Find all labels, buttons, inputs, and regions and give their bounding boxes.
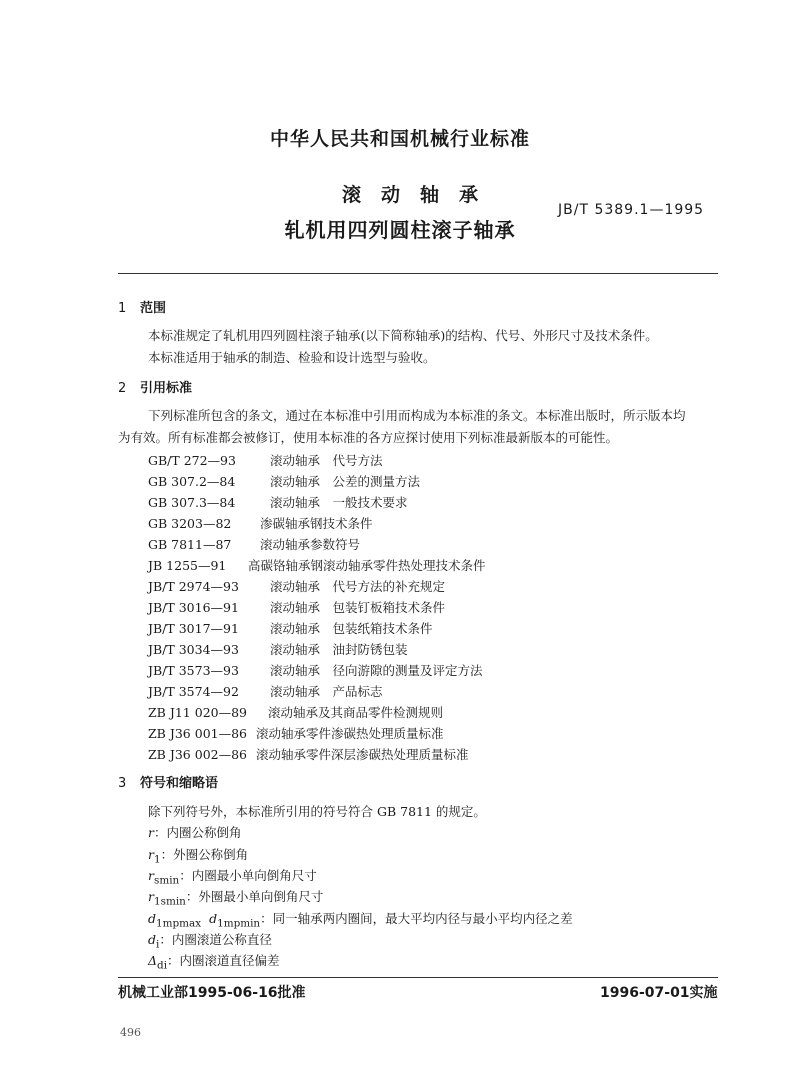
section-title: 符号和缩略语 xyxy=(140,776,219,791)
symbol-subscript: 1mpmax xyxy=(156,917,202,930)
section-title: 引用标准 xyxy=(140,381,193,396)
symbol: d xyxy=(209,911,218,926)
symbol-description: ：内圈最小单向倒角尺寸 xyxy=(179,868,317,883)
reference-code: GB 3203—82 xyxy=(148,516,232,531)
reference-title: 滚动轴承 产品标志 xyxy=(270,684,383,699)
symbol-description: ：外圈公称倒角 xyxy=(160,847,249,862)
symbol-item xyxy=(148,823,242,844)
reference-code: JB/T 3573—93 xyxy=(148,663,239,678)
footer-divider xyxy=(118,977,718,978)
reference-code: ZB J11 020—89 xyxy=(148,705,247,720)
reference-title: 高碳铬轴承钢滚动轴承零件热处理技术条件 xyxy=(248,558,486,573)
title-line1: 滚动轴承 xyxy=(341,184,498,206)
reference-title: 滚动轴承 油封防锈包装 xyxy=(270,642,408,657)
reference-item xyxy=(148,535,360,553)
reference-item xyxy=(148,745,469,763)
symbol: Δ xyxy=(148,953,158,968)
reference-code: GB 307.3—84 xyxy=(148,495,236,510)
symbol-item xyxy=(148,866,317,887)
reference-code: GB 7811—87 xyxy=(148,537,232,552)
section-3-heading xyxy=(118,772,218,791)
reference-item xyxy=(148,493,408,511)
section-2-heading xyxy=(118,377,192,396)
reference-code: GB/T 272—93 xyxy=(148,453,236,468)
symbol-subscript: 1mpmin xyxy=(217,917,261,930)
symbol-description: ：内圈滚道直径偏差 xyxy=(167,953,280,968)
symbol: r xyxy=(148,847,154,862)
reference-title: 滚动轴承 径向游隙的测量及评定方法 xyxy=(270,663,483,678)
symbol: d xyxy=(148,911,157,926)
org-title: 中华人民共和国机械行业标准 xyxy=(269,128,530,150)
symbol: r xyxy=(148,889,154,904)
symbol: r xyxy=(148,825,154,840)
reference-title: 滚动轴承 代号方法 xyxy=(270,453,383,468)
reference-item xyxy=(148,514,373,532)
header-divider xyxy=(118,273,718,274)
paragraph: 为有效。所有标准都会被修订，使用本标准的各方应探讨使用下列标准最新版本的可能性。 xyxy=(118,430,619,445)
standard-code: JB/T 5389.1—1995 xyxy=(558,202,705,218)
reference-title: 渗碳轴承钢技术条件 xyxy=(260,516,373,531)
reference-code: GB 307.2—84 xyxy=(148,474,236,489)
symbol-subscript: 1 xyxy=(153,853,161,866)
section-number: 2 xyxy=(118,381,127,396)
section-title: 范围 xyxy=(140,301,167,316)
reference-code: JB/T 3017—91 xyxy=(148,621,239,636)
reference-title: 滚动轴承 包装钉板箱技术条件 xyxy=(270,600,446,615)
reference-code: JB 1255—91 xyxy=(148,558,227,573)
reference-code: ZB J36 001—86 xyxy=(148,726,247,741)
reference-item xyxy=(148,472,420,490)
reference-code: JB/T 3034—93 xyxy=(148,642,239,657)
reference-item xyxy=(148,451,383,469)
symbol-item xyxy=(148,845,248,866)
reference-item xyxy=(148,640,408,658)
symbol-subscript: i xyxy=(156,938,160,951)
reference-title: 滚动轴承及其商品零件检测规则 xyxy=(268,705,444,720)
symbol-description: ：同一轴承两内圈间，最大平均内径与最小平均内径之差 xyxy=(260,911,573,926)
symbol-subscript: 1smin xyxy=(153,895,186,908)
reference-item xyxy=(148,619,433,637)
reference-item xyxy=(148,577,445,595)
reference-item xyxy=(148,703,443,721)
symbol-item xyxy=(148,887,323,908)
symbol: r xyxy=(148,868,154,883)
reference-item xyxy=(148,724,444,742)
reference-code: JB/T 3574—92 xyxy=(148,684,239,699)
reference-code: JB/T 3016—91 xyxy=(148,600,239,615)
paragraph: 除下列符号外，本标准所引用的符号符合 GB 7811 的规定。 xyxy=(148,804,486,819)
reference-title: 滚动轴承零件深层渗碳热处理质量标准 xyxy=(256,747,469,762)
reference-item xyxy=(148,598,445,616)
paragraph: 本标准规定了轧机用四列圆柱滚子轴承(以下简称轴承)的结构、代号、外形尺寸及技术条件。 xyxy=(148,328,658,343)
paragraph: 下列标准所包含的条文，通过在本标准中引用而构成为本标准的条文。本标准出版时，所示版本均 xyxy=(148,408,686,423)
symbol-subscript: di xyxy=(157,959,168,972)
title-line2: 轧机用四列圆柱滚子轴承 xyxy=(284,218,516,242)
symbol-subscript: smin xyxy=(153,874,180,887)
reference-item xyxy=(148,661,483,679)
reference-item xyxy=(148,682,383,700)
symbol-item xyxy=(148,930,272,951)
reference-title: 滚动轴承 代号方法的补充规定 xyxy=(270,579,446,594)
symbol-description: ：内圈滚道公称直径 xyxy=(159,932,272,947)
symbol-item xyxy=(148,951,280,972)
reference-code: JB/T 2974—93 xyxy=(148,579,239,594)
reference-title: 滚动轴承 一般技术要求 xyxy=(270,495,408,510)
reference-code: ZB J36 002—86 xyxy=(148,747,247,762)
symbol: d xyxy=(148,932,157,947)
reference-title: 滚动轴承零件渗碳热处理质量标准 xyxy=(256,726,444,741)
reference-title: 滚动轴承 公差的测量方法 xyxy=(270,474,421,489)
approval-date: 机械工业部1995-06-16批准 xyxy=(118,985,306,1001)
effective-date: 1996-07-01实施 xyxy=(600,985,718,1001)
section-1-heading xyxy=(118,297,166,316)
section-number: 3 xyxy=(118,776,127,791)
reference-title: 滚动轴承 包装纸箱技术条件 xyxy=(270,621,433,636)
page-number: 496 xyxy=(120,1026,141,1039)
reference-title: 滚动轴承参数符号 xyxy=(260,537,361,552)
reference-item xyxy=(148,556,486,574)
symbol-item xyxy=(148,909,573,930)
symbol-description: ：内圈公称倒角 xyxy=(153,825,242,840)
section-number: 1 xyxy=(118,301,127,316)
paragraph: 本标准适用于轴承的制造、检验和设计选型与验收。 xyxy=(148,350,436,365)
symbol-description: ：外圈最小单向倒角尺寸 xyxy=(185,889,324,904)
